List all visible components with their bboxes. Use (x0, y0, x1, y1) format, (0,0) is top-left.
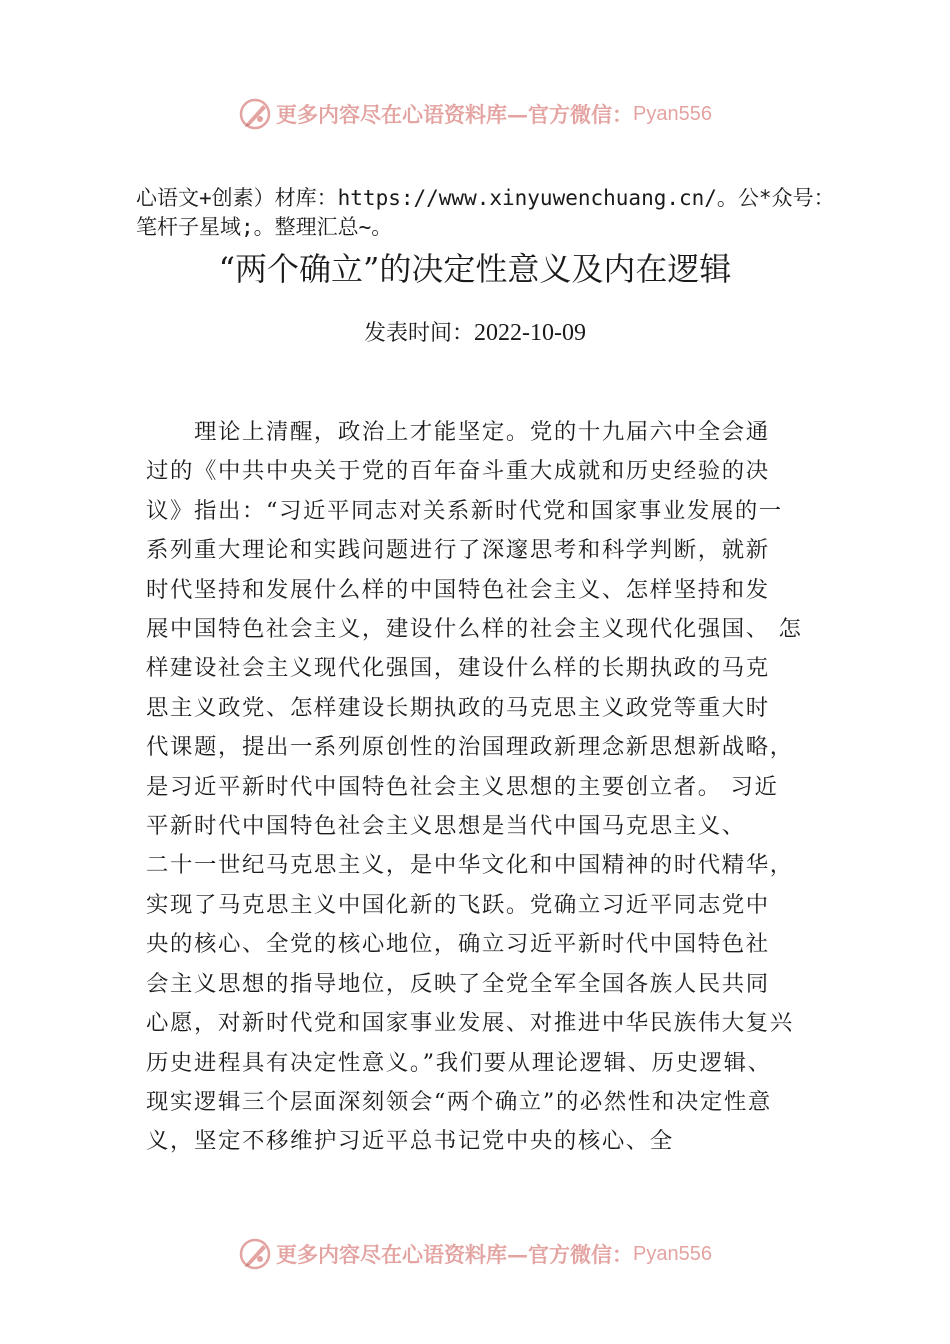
page-title: “两个确立”的决定性意义及内在逻辑 (218, 250, 732, 288)
watermark-banner-top (0, 94, 950, 134)
publish-date-label: 发表时间： (364, 321, 475, 346)
source-note: 心语文+创素）材库：https://www.xinyuwenchuang.cn/。公*众号：笔杆子星域;。整理汇总~。 (136, 186, 835, 239)
watermark-text: 更多内容尽在心语资料库—官方微信： (276, 1242, 634, 1267)
watermark-banner-bottom (0, 1234, 950, 1274)
body-paragraph: 理论上清醒，政治上才能坚定。党的十九届六中全会通 过的《中共中央关于党的百年奋斗重大成就和历史经验的决 议》指出：“习近平同志对关系新时代党和国家事业发展的一 系列重大理论和实践问题进行了深邃思考和科学判断，就新 时代坚持和发展什么样的中国特色社会主义、怎样坚持和发 展中国特色社会主义，建设什么样的社会主义现代化强国、 怎 样建设社会主义现代化强国，建设什么样的长期执政的马克 思主义政党、怎样建设长期执政的马克思主义政党等重大时 代课题，提出一系列原创性的治国理政新理念新思想新战略， 是习近平新时代中国特色社会主义思想的主要创立者。 习近 平新时代中国特色社会主义思想是当代中国马克思主义、 二十一世纪马克思主义，是中华文化和中国精神的时代精华， 实现了马克思主义中国化新的飞跃。党确立习近平同志党中 央的核心、全党的核心地位，确立习近平新时代中国特色社 会主义思想的指导地位，反映了全党全军全国各族人民共同 心愿，对新时代党和国家事业发展、对推进中华民族伟大复兴 历史进程具有决定性意义。”我们要从理论逻辑、历史逻辑、 现实逻辑三个层面深刻领会“两个确立”的必然性和决定性意 义，坚定不移维护习近平总书记党中央的核心、全 (146, 419, 803, 1155)
publish-date-value: 2022-10-09 (474, 320, 586, 346)
watermark-wechat-id: Pyan556 (633, 102, 712, 125)
pen-logo-icon (238, 97, 272, 131)
publish-date (0, 316, 950, 351)
watermark-wechat-id: Pyan556 (633, 1242, 712, 1265)
watermark-text: 更多内容尽在心语资料库—官方微信： (276, 102, 634, 127)
pen-logo-icon (238, 1237, 272, 1271)
